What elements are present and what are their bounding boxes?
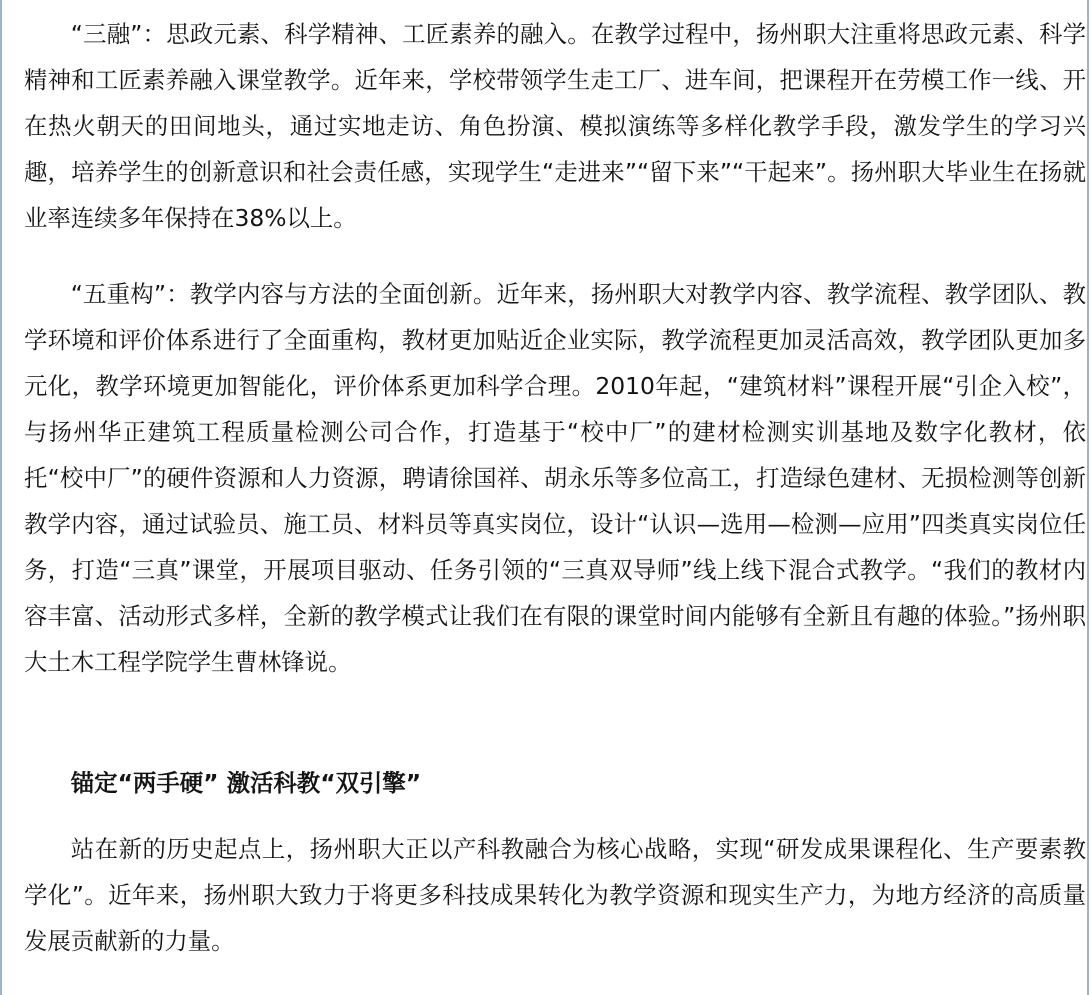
paragraph-wu-chong-gou: “五重构”：教学内容与方法的全面创新。近年来，扬州职大对教学内容、教学流程、教学团队、教学环境和评价体系进行了全面重构，教材更加贴近企业实际，教学流程更加灵活高效，教学团队更加多元化，教学环境更加智能化，评价体系更加科学合理。2010年起，“建筑材料”课程开展“引企入校”，与扬州华正建筑工程质量检测公司合作，打造基于“校中厂”的建材检测实训基地及数字化教材，依托“校中厂”的硬件资源和人力资源，聘请徐国祥、胡永乐等多位高工，打造绿色建材、无损检测等创新教学内容，通过试验员、施工员、材料员等真实岗位，设计“认识—选用—检测—应用”四类真实岗位任务，打造“三真”课堂，开展项目驱动、任务引领的“三真双导师”线上线下混合式教学。“我们的教材内容丰富、活动形式多样，全新的教学模式让我们在有限的课堂时间内能够有全新且有趣的体验。”扬州职大土木工程学院学生曹林锋说。 bbox=[24, 280, 1086, 676]
paragraph-san-rong: “三融”：思政元素、科学精神、工匠素养的融入。在教学过程中，扬州职大注重将思政元素、科学精神和工匠素养融入课堂教学。近年来，学校带领学生走工厂、进车间，把课程开在劳模工作一线、开在热火朝天的田间地头，通过实地走访、角色扮演、模拟演练等多样化教学手段，激发学生的学习兴趣，培养学生的创新意识和社会责任感，实现学生“走进来”“留下来”“干起来”。扬州职大毕业生在扬就业率连续多年保持在38%以上。 bbox=[24, 20, 1086, 232]
section-heading: 锚定“两手硬” 激活科教“双引擎” bbox=[70, 769, 422, 797]
paragraph-closing: 站在新的历史起点上，扬州职大正以产科教融合为核心战略，实现“研发成果课程化、生产要素教学化”。近年来，扬州职大致力于将更多科技成果转化为教学资源和现实生产力，为地方经济的高质量发展贡献新的力量。 bbox=[24, 835, 1086, 955]
